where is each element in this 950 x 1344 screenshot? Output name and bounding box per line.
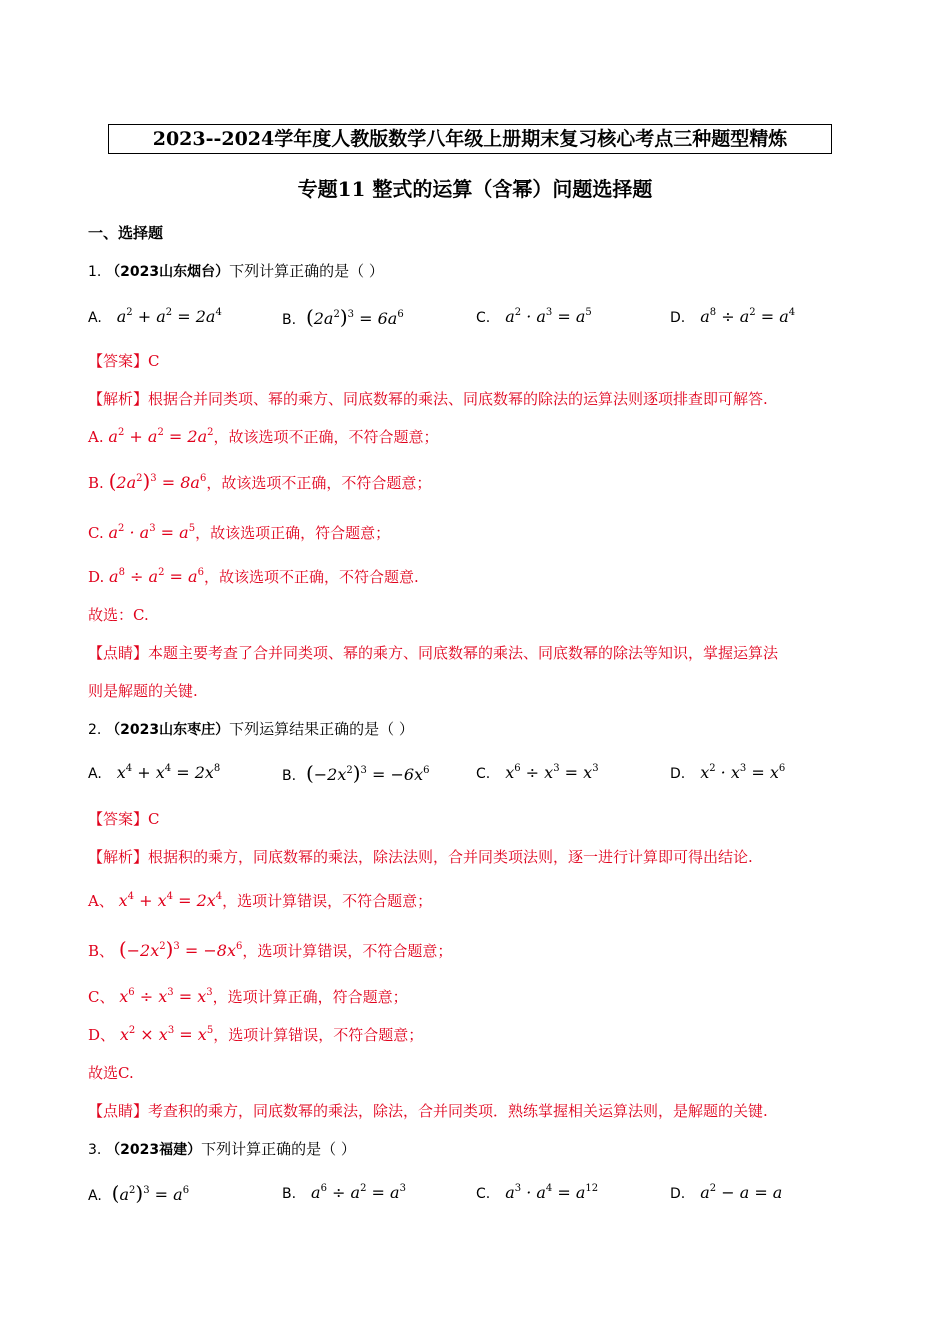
q1-analysis: 【解析】根据合并同类项、幂的乘方、同底数幂的乘法、同底数幂的除法的运算法则逐项排查即可解答.	[88, 390, 768, 408]
q2-option-d: D. $x^2 \cdot x^3 = x^6$	[670, 763, 786, 782]
q1-option-b: B. $(2a^2)^3 = 6a^6$	[282, 305, 404, 329]
q2-explain-c: C、 $x^6 \div x^3 = x^3$，选项计算正确，符合题意；	[88, 987, 408, 1006]
q2-comment: 【点睛】考查积的乘方，同底数幂的乘法，除法，合并同类项．熟练掌握相关运算法则，是解题的关键.	[88, 1102, 768, 1120]
q1-explain-c: C. $a^2 \cdot a^3 = a^5$，故该选项正确，符合题意；	[88, 523, 391, 542]
question-2-stem: 2. （2023山东枣庄）下列运算结果正确的是（ ）	[88, 720, 414, 738]
q1-option-c: C. $a^2 \cdot a^3 = a^5$	[476, 307, 592, 326]
q1-explain-a: A. $a^2 + a^2 = 2a^2$，故该选项不正确，不符合题意；	[88, 427, 439, 446]
q1-option-d: D. $a^8 \div a^2 = a^4$	[670, 307, 796, 326]
q3-option-c: C. $a^3 \cdot a^4 = a^{12}$	[476, 1183, 599, 1202]
q3-option-d: D. $a^2 - a = a$	[670, 1183, 783, 1202]
q2-answer: 【答案】C	[88, 810, 160, 828]
q1-option-b-formula: $(2a^2)^3 = 6a^6$	[305, 305, 404, 329]
q2-analysis: 【解析】根据积的乘方，同底数幂的乘法，除法法则，合并同类项法则，逐一进行计算即可得出结论.	[88, 848, 753, 866]
question-1-stem: 1. （2023山东烟台）下列计算正确的是（ ）	[88, 262, 384, 280]
q1-option-d-formula: $a^8 \div a^2 = a^4$	[690, 307, 796, 326]
q1-choose: 故选：C.	[88, 606, 149, 624]
q1-comment: 【点睛】本题主要考查了合并同类项、幂的乘方、同底数幂的乘法、同底数幂的除法等知识，掌握运算法	[88, 644, 779, 662]
document-title: 2023--2024学年度人教版数学八年级上册期末复习核心考点三种题型精炼	[108, 124, 832, 154]
q2-option-b: B. $(-2x^2)^3 = -6x^6$	[282, 761, 430, 785]
q2-explain-b: B、 $(-2x^2)^3 = -8x^6$，选项计算错误，不符合题意；	[88, 937, 453, 961]
question-3-stem: 3. （2023福建）下列计算正确的是（ ）	[88, 1140, 356, 1158]
q2-option-a: A. $x^4 + x^4 = 2x^8$	[88, 763, 221, 782]
q1-explain-d: D. $a^8 \div a^2 = a^6$，故该选项不正确，不符合题意.	[88, 567, 419, 586]
q1-option-a: A. $a^2 + a^2 = 2a^4$	[88, 307, 222, 326]
q1-answer: 【答案】C	[88, 352, 160, 370]
document-subtitle: 专题11 整式的运算（含幂）问题选择题	[297, 177, 653, 201]
q2-explain-d: D、 $x^2 \times x^3 = x^5$，选项计算错误，不符合题意；	[88, 1025, 424, 1044]
q1-explain-b: B. $(2a^2)^3 = 8a^6$，故该选项不正确，不符合题意；	[88, 469, 432, 493]
q3-option-a: A. $(a^2)^3 = a^6$	[88, 1181, 190, 1205]
q1-option-a-formula: $a^2 + a^2 = 2a^4$	[106, 307, 222, 326]
q2-option-c: C. $x^6 \div x^3 = x^3$	[476, 763, 599, 782]
q3-option-b: B. $a^6 \div a^2 = a^3$	[282, 1183, 406, 1202]
q1-comment-cont: 则是解题的关键.	[88, 682, 198, 700]
q2-explain-a: A、 $x^4 + x^4 = 2x^4$，选项计算错误，不符合题意；	[88, 891, 433, 910]
q2-choose: 故选C.	[88, 1064, 134, 1082]
section-heading: 一、选择题	[88, 224, 164, 242]
q1-option-c-formula: $a^2 \cdot a^3 = a^5$	[495, 307, 592, 326]
